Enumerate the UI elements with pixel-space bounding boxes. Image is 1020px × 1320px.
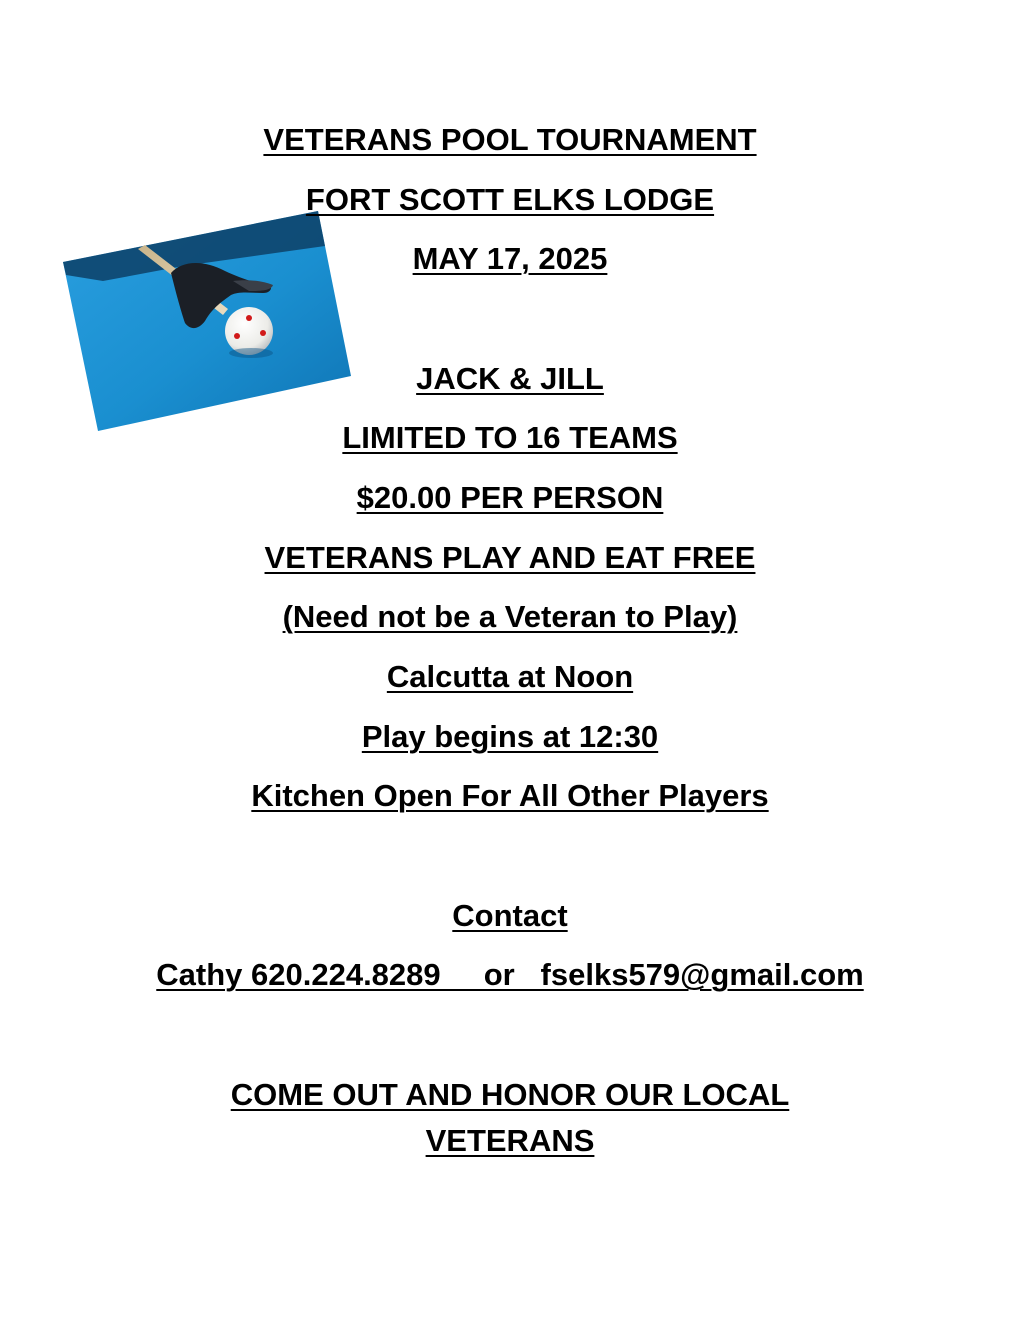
team-limit: LIMITED TO 16 TEAMS — [342, 420, 678, 455]
contact-heading: Contact — [452, 898, 568, 933]
event-title: VETERANS POOL TOURNAMENT — [263, 122, 757, 157]
contact-details: Cathy 620.224.8289 or fselks579@gmail.com — [156, 957, 864, 992]
kitchen-note: Kitchen Open For All Other Players — [251, 778, 769, 813]
event-date: MAY 17, 2025 — [412, 241, 608, 276]
closing-line-2: VETERANS — [425, 1123, 595, 1158]
play-start-time: Play begins at 12:30 — [361, 719, 659, 754]
venue-name: FORT SCOTT ELKS LODGE — [305, 182, 715, 217]
entry-price: $20.00 PER PERSON — [356, 480, 664, 515]
calcutta-time: Calcutta at Noon — [386, 659, 634, 694]
veterans-free-note: VETERANS PLAY AND EAT FREE — [264, 540, 756, 575]
closing-line-1: COME OUT AND HONOR OUR LOCAL — [230, 1077, 790, 1112]
eligibility-note: (Need not be a Veteran to Play) — [282, 599, 738, 634]
tournament-format: JACK & JILL — [416, 361, 604, 396]
